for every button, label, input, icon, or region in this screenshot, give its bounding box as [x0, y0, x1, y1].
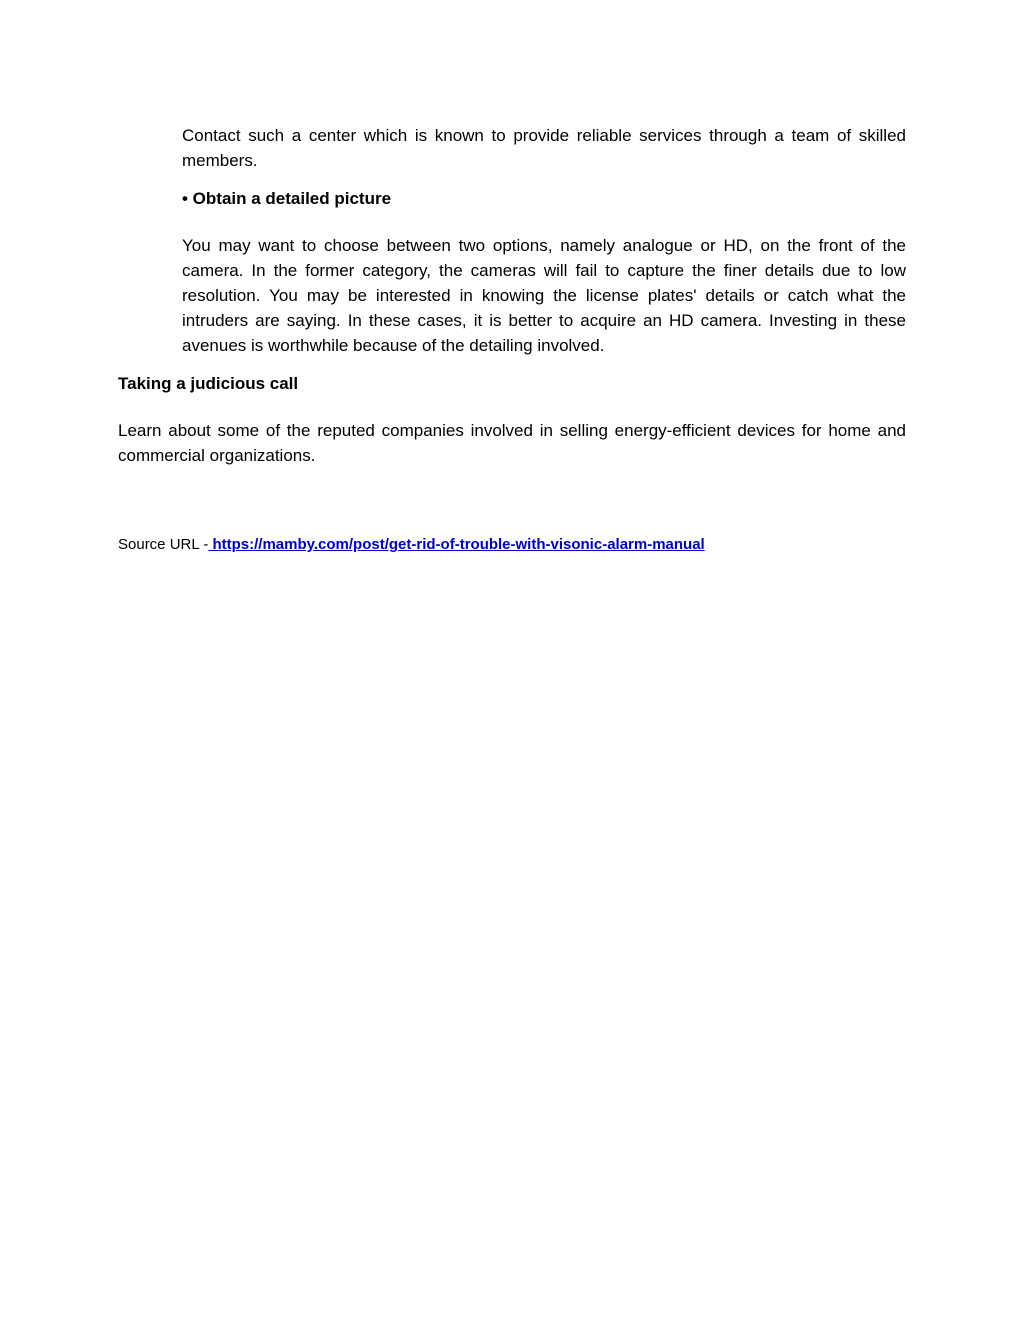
source-url-line	[118, 535, 705, 555]
source-url-link[interactable]: https://mamby.com/post/get-rid-of-trouble-with-visonic-alarm-manual	[208, 536, 705, 553]
paragraph-reputed-companies: Learn about some of the reputed companies involved in selling energy-efficient devices for home and commercial organizations.	[118, 421, 906, 465]
paragraph-contact-center: Contact such a center which is known to provide reliable services through a team of skilled members.	[182, 126, 906, 170]
section-heading-judicious-call: Taking a judicious call	[118, 374, 299, 393]
source-url-label: Source URL -	[118, 536, 209, 553]
paragraph-camera-options: You may want to choose between two options, namely analogue or HD, on the front of the camera. In the former category, the cameras will fail to capture the finer details due to low resolution. You may be interested in knowing the license plates' details or catch what the intruders are saying. In these cases, it is better to acquire an HD camera. Investing in these avenues is worthwhile because of the detailing involved.	[182, 236, 906, 355]
bullet-heading-detailed-picture: • Obtain a detailed picture	[182, 189, 392, 208]
